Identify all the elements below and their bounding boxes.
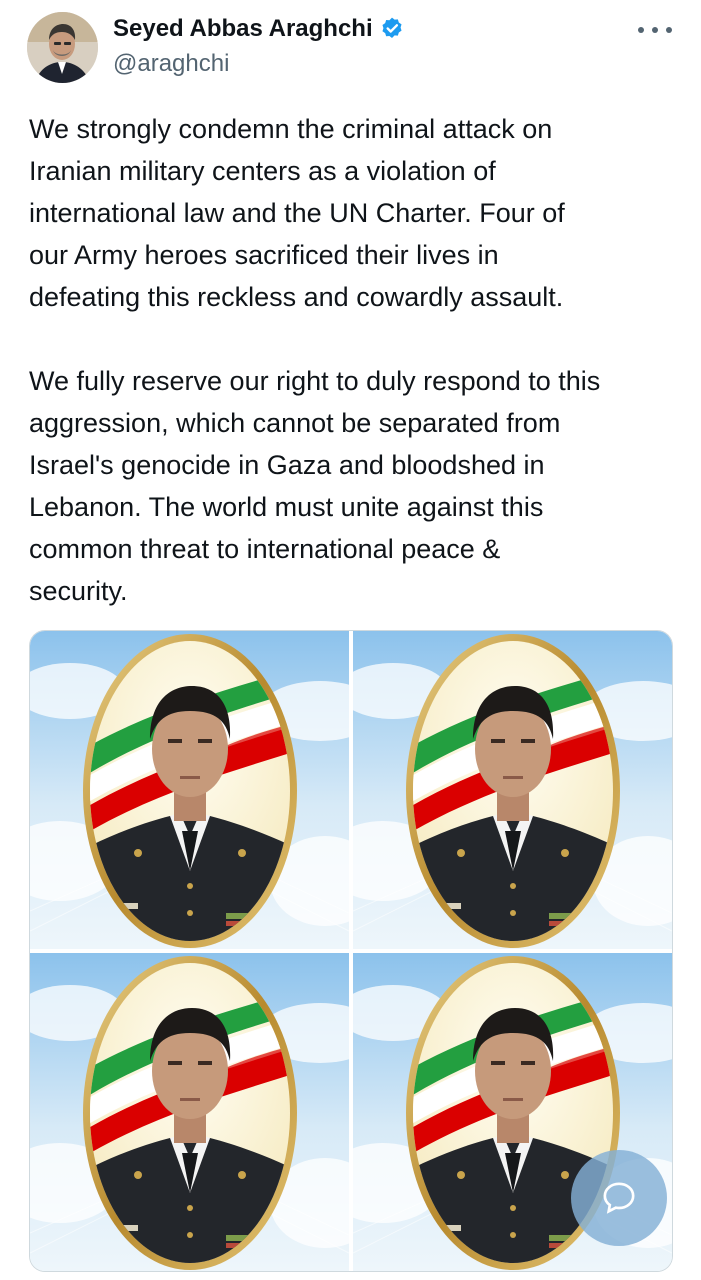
author-handle[interactable]: @araghchi [113, 50, 230, 77]
media-photo-2[interactable] [353, 631, 672, 949]
author-display-name[interactable]: Seyed Abbas Araghchi [113, 15, 373, 42]
more-options-icon[interactable] [638, 20, 672, 40]
tweet-text [29, 108, 679, 612]
media-photo-3[interactable] [30, 953, 349, 1271]
author-name-row [113, 15, 405, 43]
avatar-image [27, 12, 98, 83]
tweet-line: international law and the UN Charter. Four of [29, 198, 565, 228]
media-photo-1[interactable] [30, 631, 349, 949]
tweet-line: We strongly condemn the criminal attack on [29, 114, 553, 144]
author-avatar[interactable] [27, 12, 98, 83]
tweet-line: Lebanon. The world must unite against this [29, 492, 544, 522]
tweet-line: aggression, which cannot be separated from [29, 408, 561, 438]
tweet-line: common threat to international peace & [29, 534, 501, 564]
verified-badge-icon [379, 16, 405, 42]
chat-bubble-icon[interactable] [571, 1150, 667, 1246]
tweet-line: We fully reserve our right to duly respond to this [29, 366, 601, 396]
tweet-line: Israel's genocide in Gaza and bloodshed in [29, 450, 545, 480]
paragraph-spacer [29, 318, 679, 360]
tweet-line: security. [29, 576, 128, 606]
tweet-line: our Army heroes sacrificed their lives in [29, 240, 499, 270]
tweet-line: Iranian military centers as a violation of [29, 156, 496, 186]
tweet-line: defeating this reckless and cowardly assault. [29, 282, 564, 312]
